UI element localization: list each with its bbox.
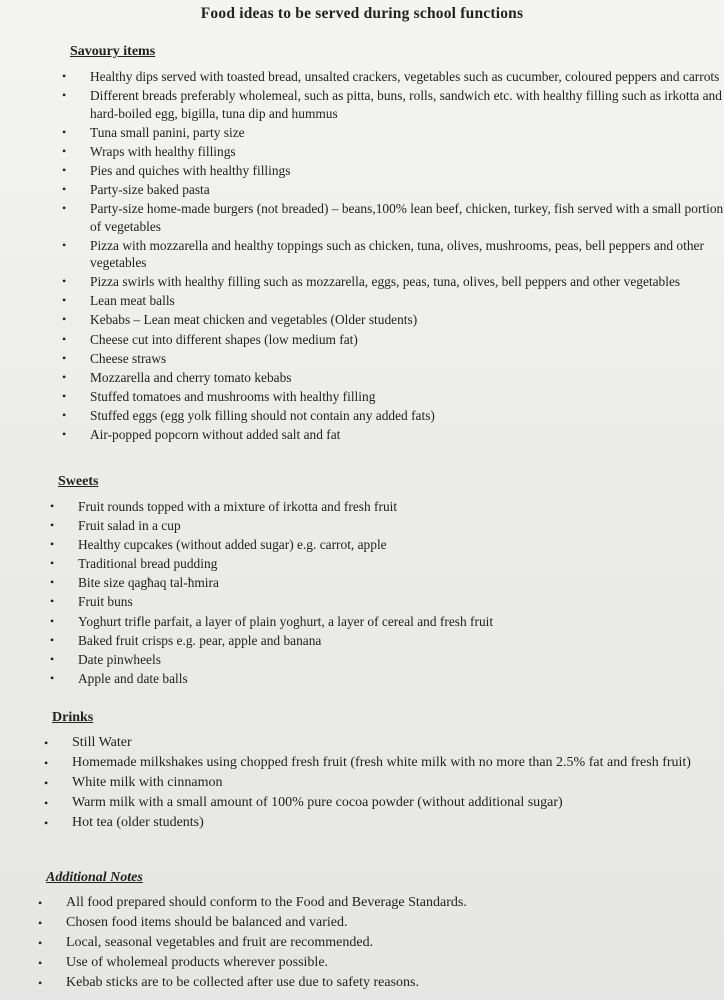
bullet-icon: • <box>62 237 67 252</box>
list-item-text: Still Water <box>72 735 132 750</box>
bullet-icon: • <box>62 388 67 403</box>
bullet-icon: • <box>62 369 67 384</box>
list-item-text: Warm milk with a small amount of 100% pure cocoa powder (without additional sugar) <box>72 795 563 810</box>
list-item <box>60 369 724 387</box>
list-item <box>60 388 724 406</box>
bullet-icon: • <box>50 537 55 552</box>
savoury-section <box>60 44 724 445</box>
list-item <box>42 814 724 832</box>
list-item-text: Local, seasonal vegetables and fruit are recommended. <box>66 935 374 950</box>
list-item-text: Lean meat balls <box>90 293 175 309</box>
list-item-text: Apple and date balls <box>78 670 188 686</box>
drinks-heading: Drinks <box>52 710 94 725</box>
bullet-icon: • <box>44 736 49 750</box>
list-item <box>60 350 724 368</box>
drinks-list <box>42 734 724 832</box>
bullet-icon: • <box>62 124 67 139</box>
list-item <box>60 181 724 199</box>
list-item <box>36 934 724 952</box>
list-item <box>42 734 724 752</box>
list-item-text: Cheese cut into different shapes (low medium fat) <box>90 331 358 347</box>
list-item-text: Air-popped popcorn without added salt and fat <box>90 427 341 442</box>
list-item-text: All food prepared should conform to the Food and Beverage Standards. <box>66 895 467 910</box>
list-item-text: Stuffed tomatoes and mushrooms with healthy filling <box>90 388 376 404</box>
list-item-text: Pizza swirls with healthy filling such as mozzarella, eggs, peas, tuna, olives, bell peppers and other vegetables <box>90 274 681 290</box>
list-item-text: Chosen food items should be balanced and varied. <box>66 915 348 930</box>
list-item-text: Pies and quiches with healthy fillings <box>90 162 291 178</box>
bullet-icon: • <box>50 632 55 647</box>
list-item-text: Date pinwheels <box>78 651 161 667</box>
list-item <box>60 292 724 310</box>
list-item-text: Yoghurt trifle parfait, a layer of plain yoghurt, a layer of cereal and fresh fruit <box>78 613 494 629</box>
list-item <box>36 974 724 992</box>
list-item <box>36 954 724 972</box>
bullet-icon: • <box>38 896 43 910</box>
list-item <box>60 87 724 122</box>
bullet-icon: • <box>44 756 49 770</box>
list-item-text: Homemade milkshakes using chopped fresh fruit (fresh white milk with no more than 2.5% fat and fresh fruit) <box>72 755 691 770</box>
list-item <box>60 143 724 161</box>
list-item <box>48 574 724 592</box>
list-item <box>60 331 724 349</box>
list-item <box>36 894 724 912</box>
sweets-heading: Sweets <box>58 474 99 489</box>
list-item <box>48 651 724 669</box>
bullet-icon: • <box>62 274 67 289</box>
bullet-icon: • <box>62 162 67 177</box>
list-item-text: Healthy cupcakes (without added sugar) e.g. carrot, apple <box>78 537 387 553</box>
bullet-icon: • <box>50 670 55 685</box>
bullet-icon: • <box>62 201 67 216</box>
list-item-text: Bite size qagħaq tal-ħmira <box>78 575 219 591</box>
savoury-list <box>60 68 724 444</box>
bullet-icon: • <box>50 575 55 590</box>
bullet-icon: • <box>62 181 67 196</box>
list-item-text: Healthy dips served with toasted bread, unsalted crackers, vegetables such as cucumber, coloured peppers and carrots <box>90 69 720 84</box>
list-item-text: Use of wholemeal products wherever possible. <box>66 955 329 970</box>
list-item <box>48 517 724 535</box>
list-item <box>60 311 724 329</box>
list-item <box>36 914 724 932</box>
list-item <box>48 536 724 554</box>
notes-section <box>36 870 724 994</box>
bullet-icon: • <box>62 88 67 103</box>
drinks-section <box>42 710 724 834</box>
bullet-icon: • <box>50 651 55 666</box>
bullet-icon: • <box>50 556 55 571</box>
list-item <box>48 613 724 631</box>
bullet-icon: • <box>62 293 67 308</box>
list-item <box>48 593 724 611</box>
sweets-section <box>48 474 724 689</box>
bullet-icon: • <box>50 613 55 628</box>
list-item-text: Wraps with healthy fillings <box>90 143 236 159</box>
bullet-icon: • <box>50 594 55 609</box>
list-item-text: White milk with cinnamon <box>72 775 223 790</box>
notes-heading: Additional Notes <box>46 870 143 885</box>
page-title: Food ideas to be served during school functions <box>200 5 524 22</box>
list-item-text: Fruit salad in a cup <box>78 518 181 534</box>
list-item-text: Stuffed eggs (egg yolk filling should not contain any added fats) <box>90 407 435 423</box>
list-item <box>42 794 724 812</box>
list-item <box>48 555 724 573</box>
list-item <box>48 670 724 688</box>
list-item-text: Mozzarella and cherry tomato kebabs <box>90 369 292 385</box>
list-item <box>42 774 724 792</box>
bullet-icon: • <box>50 499 55 513</box>
list-item-text: Hot tea (older students) <box>72 815 204 830</box>
list-item-text: Party-size baked pasta <box>90 181 210 197</box>
list-item <box>60 426 724 444</box>
list-item-text: Cheese straws <box>90 350 167 366</box>
list-item-text: Baked fruit crisps e.g. pear, apple and banana <box>78 632 322 648</box>
bullet-icon: • <box>38 956 43 970</box>
list-item <box>60 200 724 235</box>
list-item <box>60 68 724 86</box>
notes-list <box>36 894 724 992</box>
list-item-text: Kebab sticks are to be collected after use due to safety reasons. <box>66 975 419 990</box>
list-item <box>60 407 724 425</box>
sweets-list <box>48 498 724 687</box>
bullet-icon: • <box>44 816 49 830</box>
bullet-icon: • <box>44 796 49 810</box>
list-item-text: Tuna small panini, party size <box>90 124 245 140</box>
bullet-icon: • <box>38 936 43 950</box>
list-item <box>60 124 724 142</box>
bullet-icon: • <box>38 916 43 930</box>
bullet-icon: • <box>38 976 43 990</box>
list-item <box>60 162 724 180</box>
list-item-text: Fruit rounds topped with a mixture of irkotta and fresh fruit <box>78 499 398 514</box>
list-item <box>60 273 724 291</box>
bullet-icon: • <box>50 518 55 533</box>
bullet-icon: • <box>44 776 49 790</box>
list-item-text: Different breads preferably wholemeal, such as pitta, buns, rolls, sandwich etc. with healthy filling such as irkotta and hard-boiled egg, bigilla, tuna dip and hummus <box>90 88 722 121</box>
list-item <box>42 754 724 772</box>
savoury-heading: Savoury items <box>70 44 156 59</box>
list-item <box>48 498 724 516</box>
list-item <box>60 237 724 272</box>
bullet-icon: • <box>62 350 67 365</box>
list-item <box>48 632 724 650</box>
bullet-icon: • <box>62 427 67 441</box>
list-item-text: Traditional bread pudding <box>78 556 218 572</box>
bullet-icon: • <box>62 312 67 327</box>
bullet-icon: • <box>62 69 67 83</box>
list-item-text: Kebabs – Lean meat chicken and vegetables (Older students) <box>90 312 418 328</box>
bullet-icon: • <box>62 407 67 422</box>
list-item-text: Pizza with mozzarella and healthy toppings such as chicken, tuna, olives, mushrooms, peas, bell peppers and other vegetables <box>90 237 704 271</box>
bullet-icon: • <box>62 143 67 158</box>
list-item-text: Fruit buns <box>78 594 133 610</box>
list-item-text: Party-size home-made burgers (not breaded) – beans,100% lean beef, chicken, turkey, fish served with a small portion of vegetables <box>90 201 724 234</box>
bullet-icon: • <box>62 331 67 346</box>
